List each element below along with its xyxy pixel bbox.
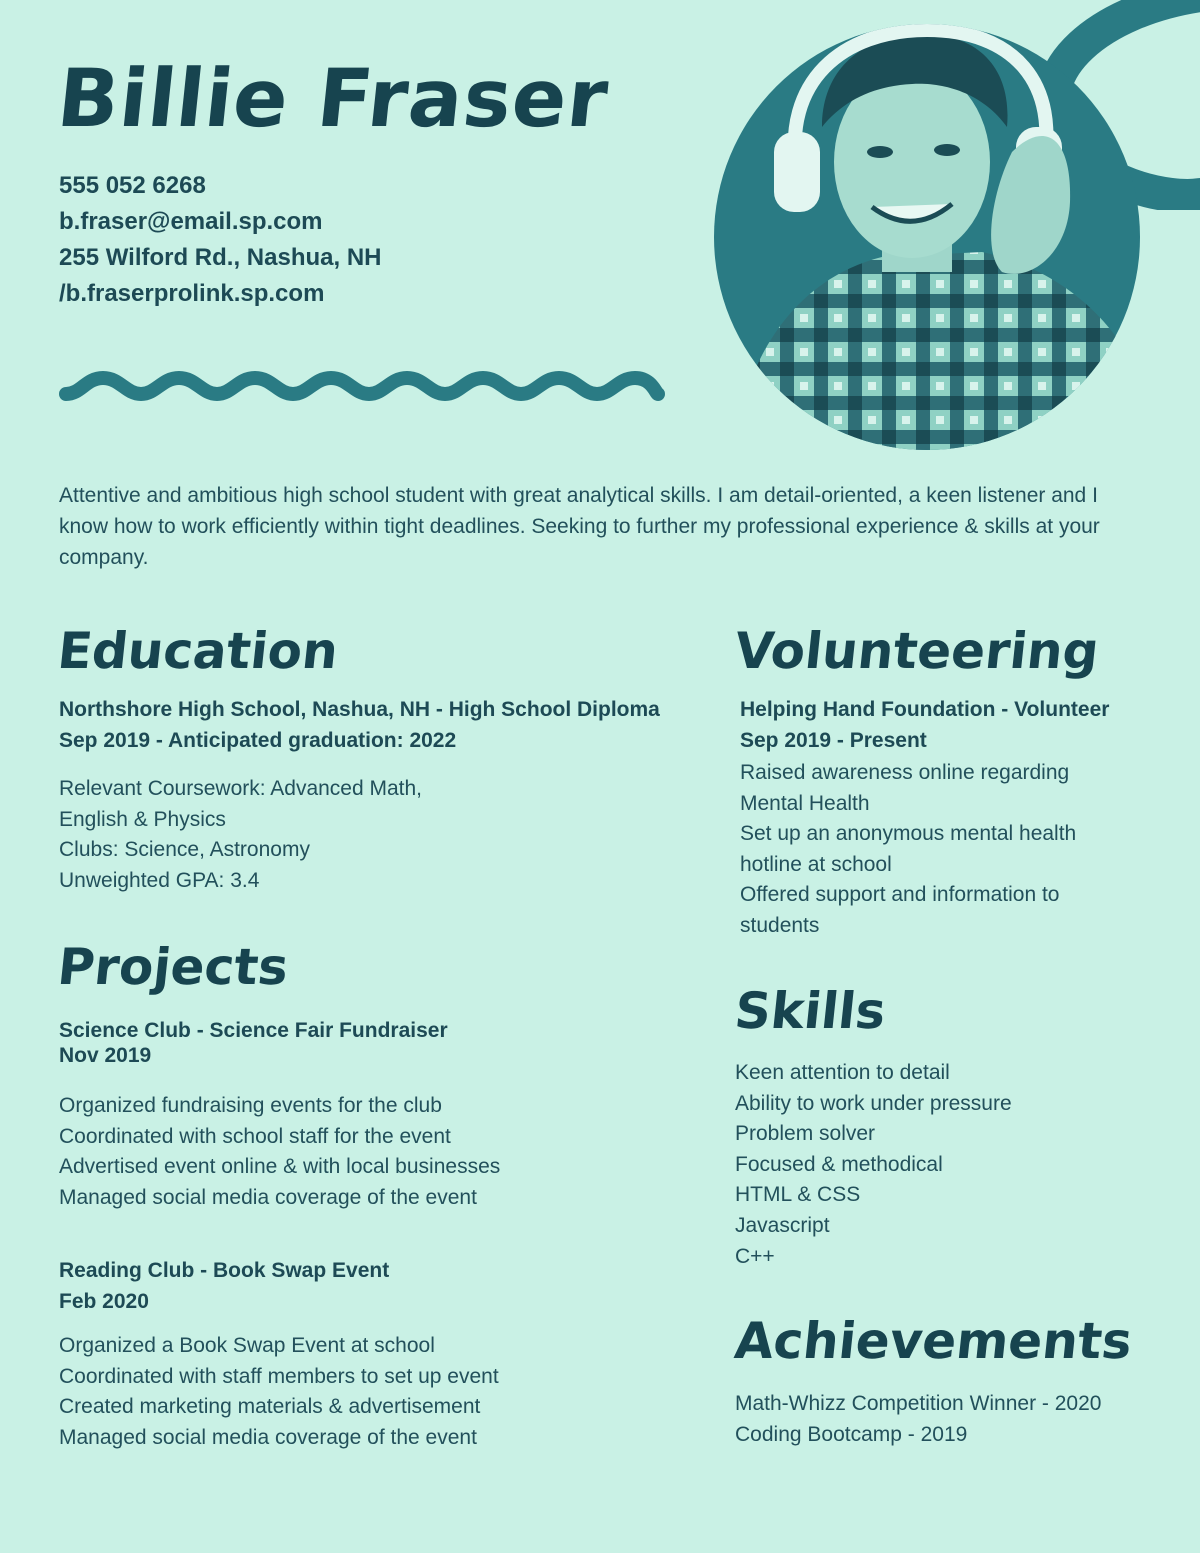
education-heading: Education — [54, 622, 341, 680]
volunteering-line: hotline at school — [740, 852, 892, 876]
portrait-photo — [712, 22, 1142, 452]
skill-item: Keen attention to detail — [735, 1061, 950, 1084]
projects-heading: Projects — [54, 938, 292, 996]
volunteering-line: Offered support and information to — [740, 883, 1060, 907]
project-bullet: Organized fundraising events for the club — [59, 1094, 442, 1117]
project-bullet: Organized a Book Swap Event at school — [59, 1334, 435, 1357]
volunteering-lines — [740, 758, 1160, 942]
volunteering-section — [740, 694, 1160, 942]
achievement-item: Math-Whizz Competition Winner - 2020 — [735, 1392, 1102, 1415]
project-bullet: Managed social media coverage of the event — [59, 1425, 477, 1449]
achievements-list — [735, 1389, 1175, 1450]
contact-info — [59, 168, 382, 312]
summary-paragraph: Attentive and ambitious high school student with great analytical skills. I am detail-oriented, a keen listener and I know how to work efficiently within tight deadlines. Seeking to further my professional experience & skills at your company. — [59, 484, 1100, 569]
education-dates: Sep 2019 - Anticipated graduation: 2022 — [59, 729, 457, 752]
achievement-item: Coding Bootcamp - 2019 — [735, 1422, 968, 1446]
volunteering-line: Set up an anonymous mental health — [740, 822, 1077, 846]
education-school: Northshore High School, Nashua, NH - High School Diploma — [59, 698, 660, 721]
candidate-name: Billie Fraser — [53, 52, 613, 145]
education-detail-line: Clubs: Science, Astronomy — [59, 838, 310, 862]
volunteering-line: Raised awareness online regarding — [740, 761, 1070, 784]
skill-item: Ability to work under pressure — [735, 1091, 1012, 1115]
volunteering-dates: Sep 2019 - Present — [740, 729, 927, 752]
volunteering-line: Mental Health — [740, 791, 870, 815]
project-bullet: Coordinated with staff members to set up event — [59, 1364, 499, 1388]
skill-item: Focused & methodical — [735, 1152, 943, 1176]
volunteering-line: students — [740, 913, 820, 937]
project-bullet: Coordinated with school staff for the event — [59, 1124, 451, 1148]
email-text: b.fraser@email.sp.com — [59, 208, 323, 235]
project-bullet: Managed social media coverage of the event — [59, 1185, 477, 1209]
education-detail-line: Unweighted GPA: 3.4 — [59, 868, 260, 892]
skill-item: HTML & CSS — [735, 1183, 861, 1207]
project-bullet: Created marketing materials & advertisement — [59, 1395, 481, 1419]
education-details — [59, 774, 699, 896]
project-bullets — [59, 1091, 699, 1213]
project-title: Reading Club - Book Swap Event — [59, 1259, 390, 1282]
project-date: Nov 2019 — [59, 1044, 152, 1067]
skill-item: C++ — [735, 1244, 775, 1268]
education-detail-line: Relevant Coursework: Advanced Math, — [59, 777, 423, 800]
skill-item: Javascript — [735, 1213, 830, 1237]
achievements-heading: Achievements — [731, 1312, 1135, 1370]
project-title: Science Club - Science Fair Fundraiser — [59, 1019, 448, 1042]
profile-link-text: /b.fraserprolink.sp.com — [59, 280, 325, 307]
project-bullets — [59, 1331, 699, 1453]
address-text: 255 Wilford Rd., Nashua, NH — [59, 244, 382, 271]
education-section — [59, 694, 699, 896]
wave-divider — [56, 366, 668, 410]
phone-text: 555 052 6268 — [59, 172, 206, 199]
skills-list — [735, 1058, 1155, 1272]
project-item — [59, 1018, 699, 1213]
project-item — [59, 1255, 699, 1453]
education-detail-line: English & Physics — [59, 807, 226, 831]
volunteering-heading: Volunteering — [731, 622, 1102, 680]
project-bullet: Advertised event online & with local businesses — [59, 1155, 501, 1179]
project-date: Feb 2020 — [59, 1290, 149, 1313]
skills-heading: Skills — [731, 982, 889, 1040]
skill-item: Problem solver — [735, 1122, 876, 1146]
volunteering-title: Helping Hand Foundation - Volunteer — [740, 698, 1110, 721]
